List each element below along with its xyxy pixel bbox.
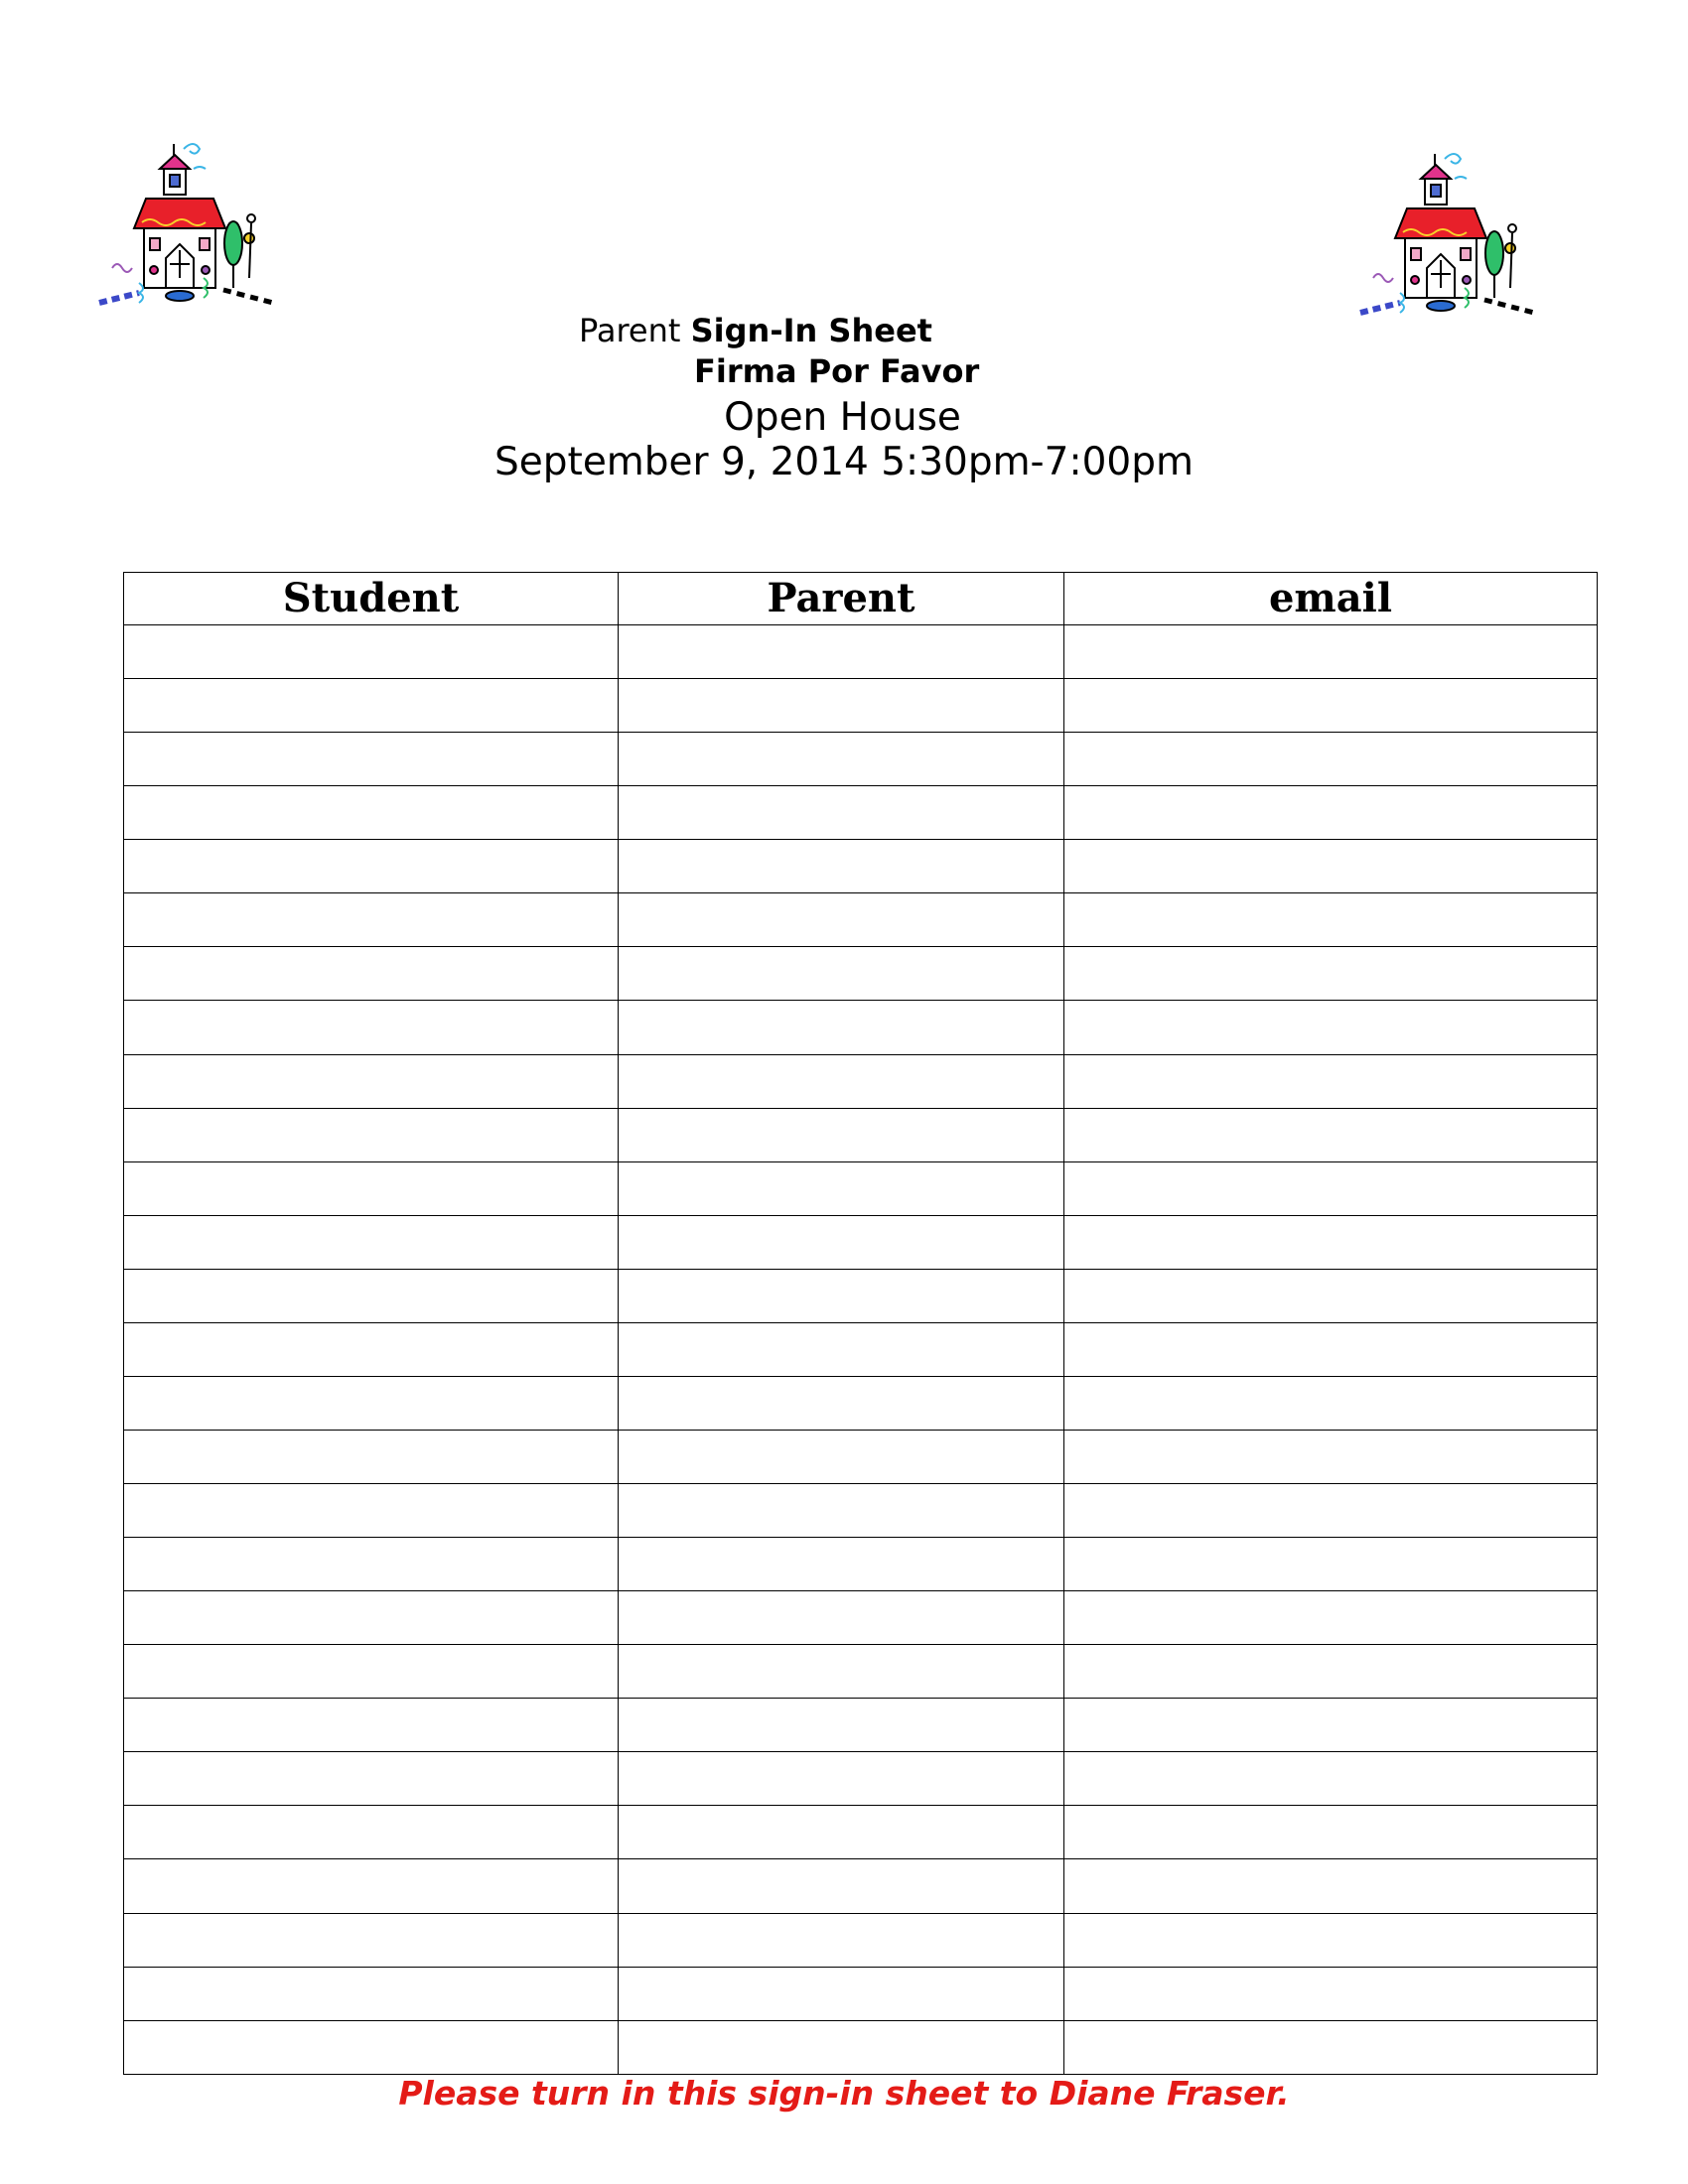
email-cell[interactable] [1064, 1108, 1598, 1161]
student-cell[interactable] [124, 625, 619, 679]
parent-cell[interactable] [619, 840, 1064, 893]
table-row [124, 786, 1598, 840]
table-row [124, 2020, 1598, 2074]
parent-cell[interactable] [619, 1322, 1064, 1376]
parent-cell[interactable] [619, 1269, 1064, 1322]
table-row [124, 1001, 1598, 1054]
title-sign-in-sheet: Sign-In Sheet [690, 312, 932, 349]
table-row [124, 1215, 1598, 1269]
table-row [124, 1054, 1598, 1108]
student-cell[interactable] [124, 1484, 619, 1538]
student-cell[interactable] [124, 679, 619, 733]
event-name [0, 395, 1688, 440]
email-cell[interactable] [1064, 1001, 1598, 1054]
table-row [124, 1322, 1598, 1376]
column-header-parent: Parent [619, 573, 1064, 625]
parent-cell[interactable] [619, 1752, 1064, 1806]
table-row [124, 1484, 1598, 1538]
email-cell[interactable] [1064, 1913, 1598, 1967]
footer-note: Please turn in this sign-in sheet to Diane Fraser. [398, 2074, 1290, 2113]
schoolhouse-clipart-icon [1355, 149, 1534, 328]
table-row [124, 1806, 1598, 1859]
student-cell[interactable] [124, 1054, 619, 1108]
student-cell[interactable] [124, 1108, 619, 1161]
student-cell[interactable] [124, 1967, 619, 2020]
table-row [124, 1269, 1598, 1322]
table-row [124, 1108, 1598, 1161]
email-cell[interactable] [1064, 2020, 1598, 2074]
email-cell[interactable] [1064, 1430, 1598, 1483]
student-cell[interactable] [124, 1215, 619, 1269]
student-cell[interactable] [124, 1859, 619, 1913]
email-cell[interactable] [1064, 1806, 1598, 1859]
email-cell[interactable] [1064, 1215, 1598, 1269]
student-cell[interactable] [124, 1752, 619, 1806]
student-cell[interactable] [124, 1001, 619, 1054]
parent-cell[interactable] [619, 1484, 1064, 1538]
table-row [124, 1161, 1598, 1215]
parent-cell[interactable] [619, 786, 1064, 840]
event-date-time: September 9, 2014 5:30pm-7:00pm [494, 440, 1194, 484]
parent-cell[interactable] [619, 1859, 1064, 1913]
email-cell[interactable] [1064, 1752, 1598, 1806]
parent-cell[interactable] [619, 1806, 1064, 1859]
table-row [124, 1430, 1598, 1483]
email-cell[interactable] [1064, 625, 1598, 679]
title-line-2: Firma Por Favor [694, 352, 980, 390]
student-cell[interactable] [124, 893, 619, 947]
student-cell[interactable] [124, 786, 619, 840]
student-cell[interactable] [124, 1430, 619, 1483]
table-row [124, 1591, 1598, 1645]
parent-cell[interactable] [619, 1376, 1064, 1430]
email-cell[interactable] [1064, 1161, 1598, 1215]
table-row [124, 1538, 1598, 1591]
student-cell[interactable] [124, 1161, 619, 1215]
student-cell[interactable] [124, 1591, 619, 1645]
parent-cell[interactable] [619, 1699, 1064, 1752]
email-cell[interactable] [1064, 679, 1598, 733]
student-cell[interactable] [124, 733, 619, 786]
student-cell[interactable] [124, 1538, 619, 1591]
email-cell[interactable] [1064, 1269, 1598, 1322]
table-row [124, 1967, 1598, 2020]
parent-cell[interactable] [619, 733, 1064, 786]
parent-cell[interactable] [619, 893, 1064, 947]
table-row [124, 1376, 1598, 1430]
parent-cell[interactable] [619, 1108, 1064, 1161]
parent-cell[interactable] [619, 1645, 1064, 1699]
student-cell[interactable] [124, 1322, 619, 1376]
student-cell[interactable] [124, 1699, 619, 1752]
table-row [124, 1752, 1598, 1806]
parent-cell[interactable] [619, 625, 1064, 679]
student-cell[interactable] [124, 947, 619, 1001]
parent-cell[interactable] [619, 2020, 1064, 2074]
table-row [124, 1859, 1598, 1913]
parent-cell[interactable] [619, 1054, 1064, 1108]
student-cell[interactable] [124, 2020, 619, 2074]
parent-cell[interactable] [619, 1161, 1064, 1215]
table-row [124, 840, 1598, 893]
parent-cell[interactable] [619, 1001, 1064, 1054]
email-cell[interactable] [1064, 1484, 1598, 1538]
parent-cell[interactable] [619, 1538, 1064, 1591]
email-cell[interactable] [1064, 1322, 1598, 1376]
student-cell[interactable] [124, 1806, 619, 1859]
title-line-1 [579, 312, 932, 349]
table-header-row [124, 573, 1598, 625]
student-cell[interactable] [124, 840, 619, 893]
email-cell[interactable] [1064, 1591, 1598, 1645]
student-cell[interactable] [124, 1269, 619, 1322]
sign-in-table [123, 572, 1598, 2075]
table-row [124, 947, 1598, 1001]
email-cell[interactable] [1064, 893, 1598, 947]
email-cell[interactable] [1064, 1967, 1598, 2020]
email-cell[interactable] [1064, 786, 1598, 840]
email-cell[interactable] [1064, 947, 1598, 1001]
email-cell[interactable] [1064, 733, 1598, 786]
table-row [124, 893, 1598, 947]
schoolhouse-clipart-icon [94, 139, 273, 318]
table-row [124, 1913, 1598, 1967]
student-cell[interactable] [124, 1913, 619, 1967]
table-row [124, 733, 1598, 786]
email-cell[interactable] [1064, 1054, 1598, 1108]
email-cell[interactable] [1064, 840, 1598, 893]
email-cell[interactable] [1064, 1859, 1598, 1913]
parent-cell[interactable] [619, 1591, 1064, 1645]
student-cell[interactable] [124, 1645, 619, 1699]
table-row [124, 679, 1598, 733]
email-cell[interactable] [1064, 1376, 1598, 1430]
parent-cell[interactable] [619, 1913, 1064, 1967]
email-cell[interactable] [1064, 1699, 1598, 1752]
parent-cell[interactable] [619, 1967, 1064, 2020]
parent-cell[interactable] [619, 1215, 1064, 1269]
event-name-text: Open House [724, 395, 961, 440]
column-header-email: email [1064, 573, 1598, 625]
email-cell[interactable] [1064, 1645, 1598, 1699]
table-row [124, 1645, 1598, 1699]
student-cell[interactable] [124, 1376, 619, 1430]
parent-cell[interactable] [619, 679, 1064, 733]
table-row [124, 625, 1598, 679]
title-prefix: Parent [579, 312, 681, 349]
parent-cell[interactable] [619, 947, 1064, 1001]
table-row [124, 1699, 1598, 1752]
column-header-student: Student [124, 573, 619, 625]
parent-cell[interactable] [619, 1430, 1064, 1483]
email-cell[interactable] [1064, 1538, 1598, 1591]
